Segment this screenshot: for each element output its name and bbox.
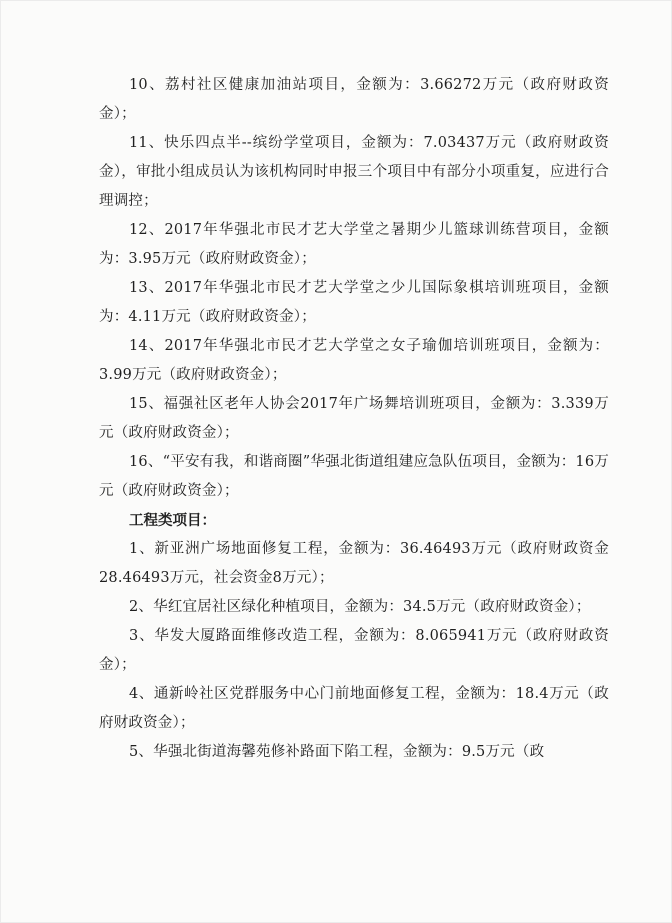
section-heading-engineering: 工程类项目： — [129, 512, 216, 529]
paragraph-item-16: 16、“平安有我，和谐商圈”华强北街道组建应急队伍项目，金额为：16万元（政府财政资金）； — [99, 454, 609, 499]
paragraph-item-14: 14、2017年华强北市民才艺大学堂之女子瑜伽培训班项目，金额为：3.99万元（政府财政资金）； — [99, 338, 609, 383]
paragraph-item-10: 10、荔村社区健康加油站项目，金额为：3.66272万元（政府财政资金）； — [99, 77, 609, 122]
paragraph-engineering-5: 5、华强北街道海馨苑修补路面下陷工程，金额为：9.5万元（政 — [129, 744, 545, 760]
paragraph-item-11: 11、快乐四点半--缤纷学堂项目，金额为：7.03437万元（政府财政资金），审批小组成员认为该机构同时申报三个项目中有部分小项重复，应进行合理调控； — [99, 135, 609, 209]
paragraph-item-15: 15、福强社区老年人协会2017年广场舞培训班项目，金额为：3.339万元（政府财政资金）； — [99, 396, 609, 441]
paragraph-item-12: 12、2017年华强北市民才艺大学堂之暑期少儿篮球训练营项目，金额为：3.95万元（政府财政资金）； — [99, 222, 609, 267]
paragraph-engineering-4: 4、通新岭社区党群服务中心门前地面修复工程，金额为：18.4万元（政府财政资金）； — [99, 686, 609, 731]
document-body — [99, 71, 609, 767]
paragraph-engineering-2: 2、华红宜居社区绿化种植项目，金额为：34.5万元（政府财政资金）； — [129, 599, 591, 615]
paragraph-engineering-1: 1、新亚洲广场地面修复工程，金额为：36.46493万元（政府财政资金28.46493万元，社会资金8万元）； — [99, 541, 609, 586]
paragraph-engineering-3: 3、华发大厦路面维修改造工程，金额为：8.065941万元（政府财政资金）； — [99, 628, 609, 673]
paragraph-item-13: 13、2017年华强北市民才艺大学堂之少儿国际象棋培训班项目，金额为：4.11万元（政府财政资金）； — [99, 280, 609, 325]
